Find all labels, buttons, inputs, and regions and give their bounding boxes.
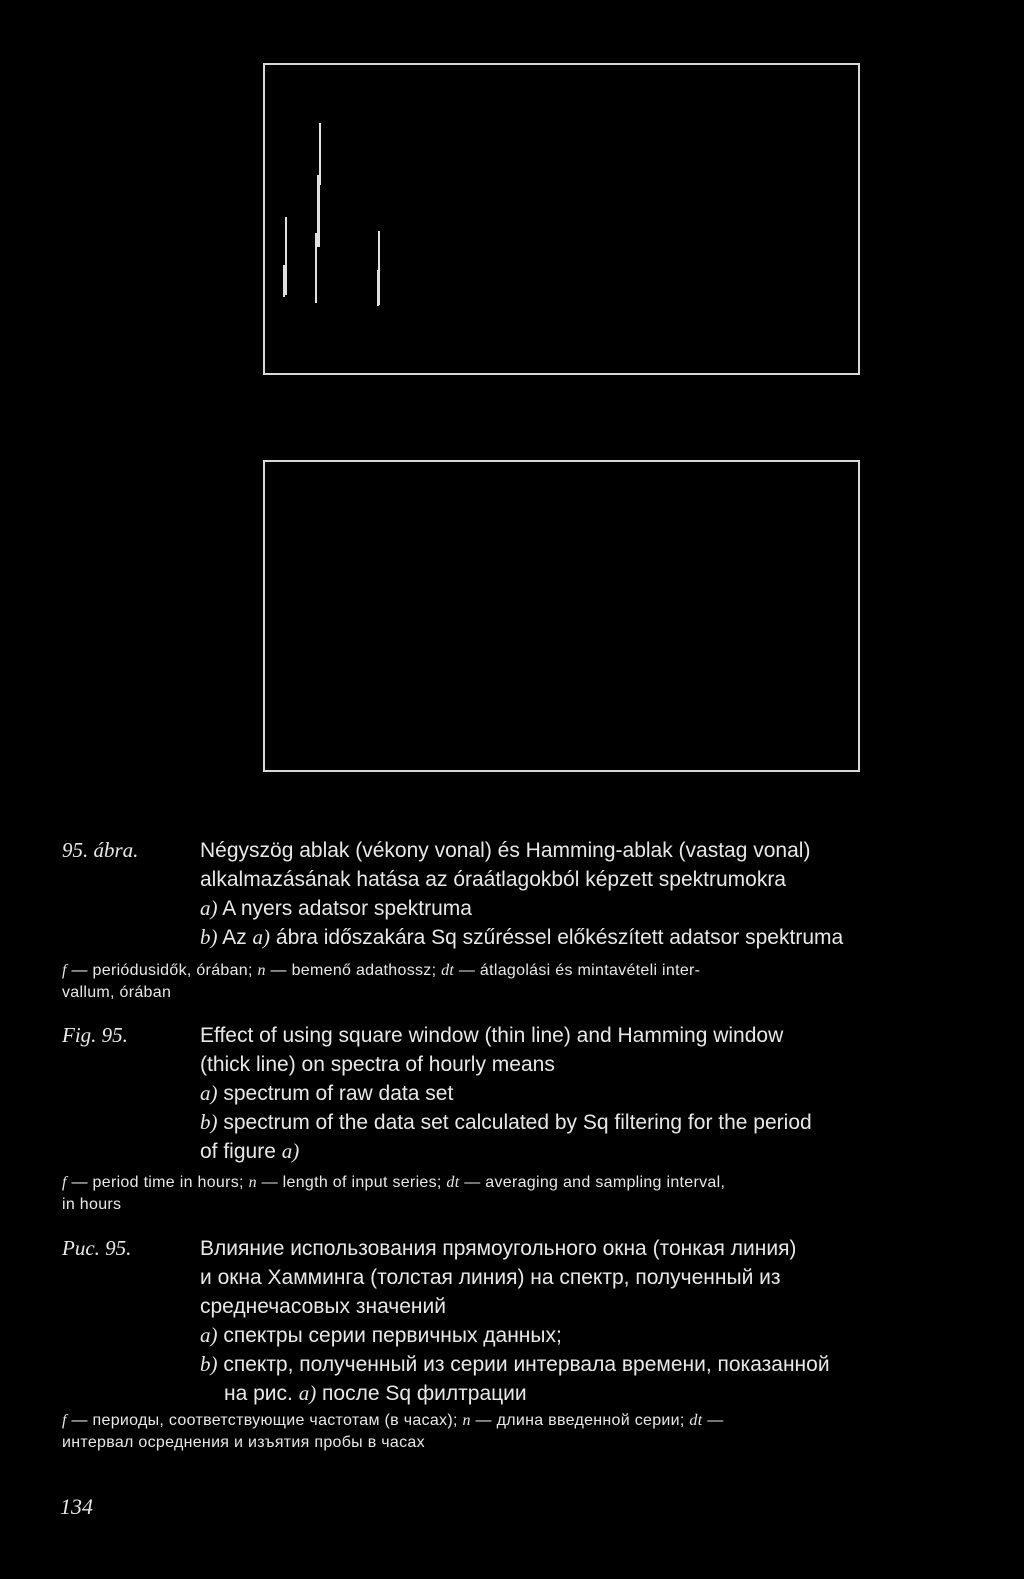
caption-title: Négyszög ablak (vékony vonal) és Hamming-ablak (vastag vonal) (200, 839, 811, 862)
caption-item (62, 1137, 984, 1166)
item-text: spectrum of raw data set (223, 1082, 454, 1105)
legend-text: — periódusidők, órában; (71, 962, 253, 979)
caption-title: (thick line) on spectra of hourly means (200, 1053, 555, 1076)
item-text: после Sq филтрации (322, 1382, 527, 1405)
item-ref: a) (252, 925, 271, 949)
item-text: A nyers adatsor spektruma (222, 897, 472, 920)
legend-text: — периоды, соответствующие частотам (в часах); (71, 1412, 458, 1429)
legend-symbol: dt (441, 962, 455, 979)
caption-item (62, 1379, 984, 1408)
legend-symbol: dt (689, 1412, 703, 1429)
caption-title: Влияние использования прямоугольного окна (тонкая линия) (200, 1237, 797, 1260)
legend-symbol: n (248, 1174, 257, 1191)
legend-symbol: f (62, 1174, 67, 1191)
spectrum-spike (315, 233, 317, 303)
item-marker: b) (200, 925, 218, 949)
legend-text: — (707, 1412, 724, 1429)
item-marker: a) (200, 896, 218, 920)
item-text: Az (222, 926, 247, 949)
legend-text: — bemenő adathossz; (270, 962, 437, 979)
caption-title: Effect of using square window (thin line) and Hamming window (200, 1024, 784, 1047)
item-text: of figure (200, 1140, 276, 1163)
legend-text: интервал осреднения и изъятия пробы в часах (62, 1434, 425, 1451)
figure-label: Рис. 95. (62, 1236, 132, 1260)
caption-item (62, 923, 984, 952)
spectrum-spike (317, 175, 320, 247)
spectrum-spike (283, 265, 285, 297)
legend-text: vallum, órában (62, 984, 172, 1001)
item-ref: a) (281, 1139, 300, 1163)
figure-label: Fig. 95. (62, 1023, 128, 1047)
item-text: на рис. (224, 1382, 293, 1405)
spectrum-spike (377, 270, 379, 306)
caption-russian (62, 1234, 984, 1408)
legend-text: in hours (62, 1196, 122, 1213)
legend-english (62, 1172, 984, 1216)
item-marker: a) (200, 1323, 218, 1347)
caption-english (62, 1021, 984, 1166)
item-marker: b) (200, 1110, 218, 1134)
legend-text: — átlagolási és mintavételi inter- (458, 962, 701, 979)
item-text: ábra időszakára Sq szűréssel előkészített adatsor spektruma (275, 926, 844, 949)
legend-hungarian (62, 960, 984, 1004)
legend-text: — length of input series; (261, 1174, 442, 1191)
legend-symbol: f (62, 1412, 67, 1429)
legend-text: — длина введенной серии; (475, 1412, 685, 1429)
caption-title: среднечасовых значений (200, 1295, 446, 1318)
page-number: 134 (60, 1494, 93, 1519)
legend-symbol: dt (446, 1174, 460, 1191)
legend-symbol: n (257, 962, 266, 979)
item-ref: a) (298, 1381, 317, 1405)
figure-label: 95. ábra. (62, 838, 139, 862)
caption-item (62, 1350, 984, 1379)
caption-item (62, 1108, 984, 1137)
figure-panel-a (263, 63, 860, 375)
caption-hungarian (62, 836, 984, 952)
item-text: спектры серии первичных данных; (223, 1324, 562, 1347)
caption-title: и окна Хамминга (толстая линия) на спектр, полученный из (200, 1266, 781, 1289)
legend-russian (62, 1410, 984, 1454)
item-text: спектр, полученный из серии интервала времени, показанной (223, 1353, 830, 1376)
legend-text: — period time in hours; (71, 1174, 244, 1191)
caption-item (62, 1321, 984, 1350)
legend-text: — averaging and sampling interval, (464, 1174, 726, 1191)
item-text: spectrum of the data set calculated by Sq filtering for the period (223, 1111, 812, 1134)
legend-symbol: n (462, 1412, 471, 1429)
spectrum-spike (285, 217, 287, 295)
item-marker: a) (200, 1081, 218, 1105)
caption-item (62, 894, 984, 923)
legend-symbol: f (62, 962, 67, 979)
item-marker: b) (200, 1352, 218, 1376)
figure-panel-b (263, 460, 860, 772)
caption-title: alkalmazásának hatása az óraátlagokból képzett spektrumokra (200, 868, 786, 891)
caption-item (62, 1079, 984, 1108)
